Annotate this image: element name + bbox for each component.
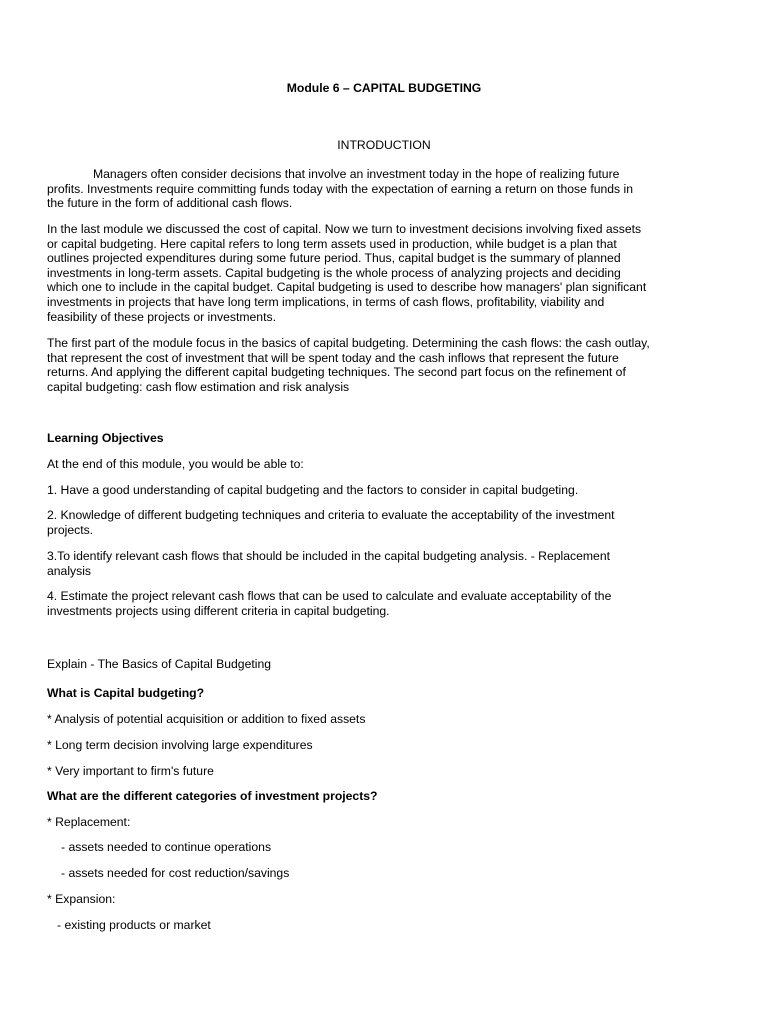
text-line: the future in the form of additional cash flows. xyxy=(47,196,293,211)
bullet-item: * Long term decision involving large expenditures xyxy=(47,738,313,752)
text-line: which one to include in the capital budget. Capital budgeting is used to describe how managers' plan significant xyxy=(47,280,647,295)
section-heading-introduction: INTRODUCTION xyxy=(337,138,431,152)
text-line: 2. Knowledge of different budgeting techniques and criteria to evaluate the acceptability of the investment xyxy=(47,508,615,522)
objective-item-3 xyxy=(47,549,725,578)
text-line: investments in long-term assets. Capital budgeting is the whole process of analyzing projects and deciding xyxy=(47,265,621,280)
question-what-is-capital-budgeting: What is Capital budgeting? xyxy=(47,686,205,700)
objectives-intro: At the end of this module, you would be able to: xyxy=(47,457,304,471)
sub-item: - assets needed to continue operations xyxy=(61,840,272,854)
text-line: analysis xyxy=(47,563,92,578)
intro-paragraph-3 xyxy=(47,336,725,394)
sub-item: - existing products or market xyxy=(57,918,211,932)
text-line: The first part of the module focus in the basics of capital budgeting. Determining the cash flows: the cash outlay, xyxy=(47,336,650,350)
objective-item-1 xyxy=(47,483,725,498)
text-line: returns. And applying the different capital budgeting techniques. The second part focus on the refinement of xyxy=(47,365,626,380)
text-line: investments projects using different criteria in capital budgeting. xyxy=(47,603,390,618)
text-line: profits. Investments require committing funds today with the expectation of earning a return on those funds in xyxy=(47,181,633,196)
text-line: projects. xyxy=(47,522,94,537)
sub-item: - assets needed for cost reduction/savings xyxy=(61,866,290,880)
bullet-item: * Very important to firm's future xyxy=(47,764,214,778)
text-line: investments in projects that have long term implications, in terms of cash flows, profitability, viability and xyxy=(47,294,605,309)
text-line: capital budgeting: cash flow estimation and risk analysis xyxy=(47,379,350,394)
category-replacement: * Replacement: xyxy=(47,815,131,829)
intro-paragraph-1 xyxy=(47,167,725,211)
text-line: 3.To identify relevant cash flows that should be included in the capital budgeting analysis. - Replacement xyxy=(47,549,610,563)
learning-objectives-heading: Learning Objectives xyxy=(47,431,164,445)
category-expansion: * Expansion: xyxy=(47,892,116,906)
document-title: Module 6 – CAPITAL BUDGETING xyxy=(286,81,482,95)
bullet-item: * Analysis of potential acquisition or addition to fixed assets xyxy=(47,712,366,726)
text-line: feasibility of these projects or investments. xyxy=(47,309,276,324)
question-categories-of-investment-projects: What are the different categories of investment projects? xyxy=(47,789,378,803)
text-line: that represent the cost of investment that will be spent today and the cash inflows that represent the future xyxy=(47,350,619,365)
objective-item-4 xyxy=(47,589,725,618)
intro-paragraph-2 xyxy=(47,222,725,324)
text-line: In the last module we discussed the cost of capital. Now we turn to investment decisions involving fixed assets xyxy=(47,222,642,236)
objective-item-2 xyxy=(47,508,725,537)
explain-label: Explain - The Basics of Capital Budgeting xyxy=(47,657,272,671)
text-line: Managers often consider decisions that involve an investment today in the hope of realizing future xyxy=(93,167,620,181)
text-line: outlines projected expenditures during some future period. Thus, capital budget is the summary of planned xyxy=(47,251,621,266)
text-line: or capital budgeting. Here capital refers to long term assets used in production, while budget is a plan that xyxy=(47,236,617,251)
text-line: 4. Estimate the project relevant cash flows that can be used to calculate and evaluate acceptability of the xyxy=(47,589,612,603)
text-line: 1. Have a good understanding of capital budgeting and the factors to consider in capital budgeting. xyxy=(47,483,579,497)
